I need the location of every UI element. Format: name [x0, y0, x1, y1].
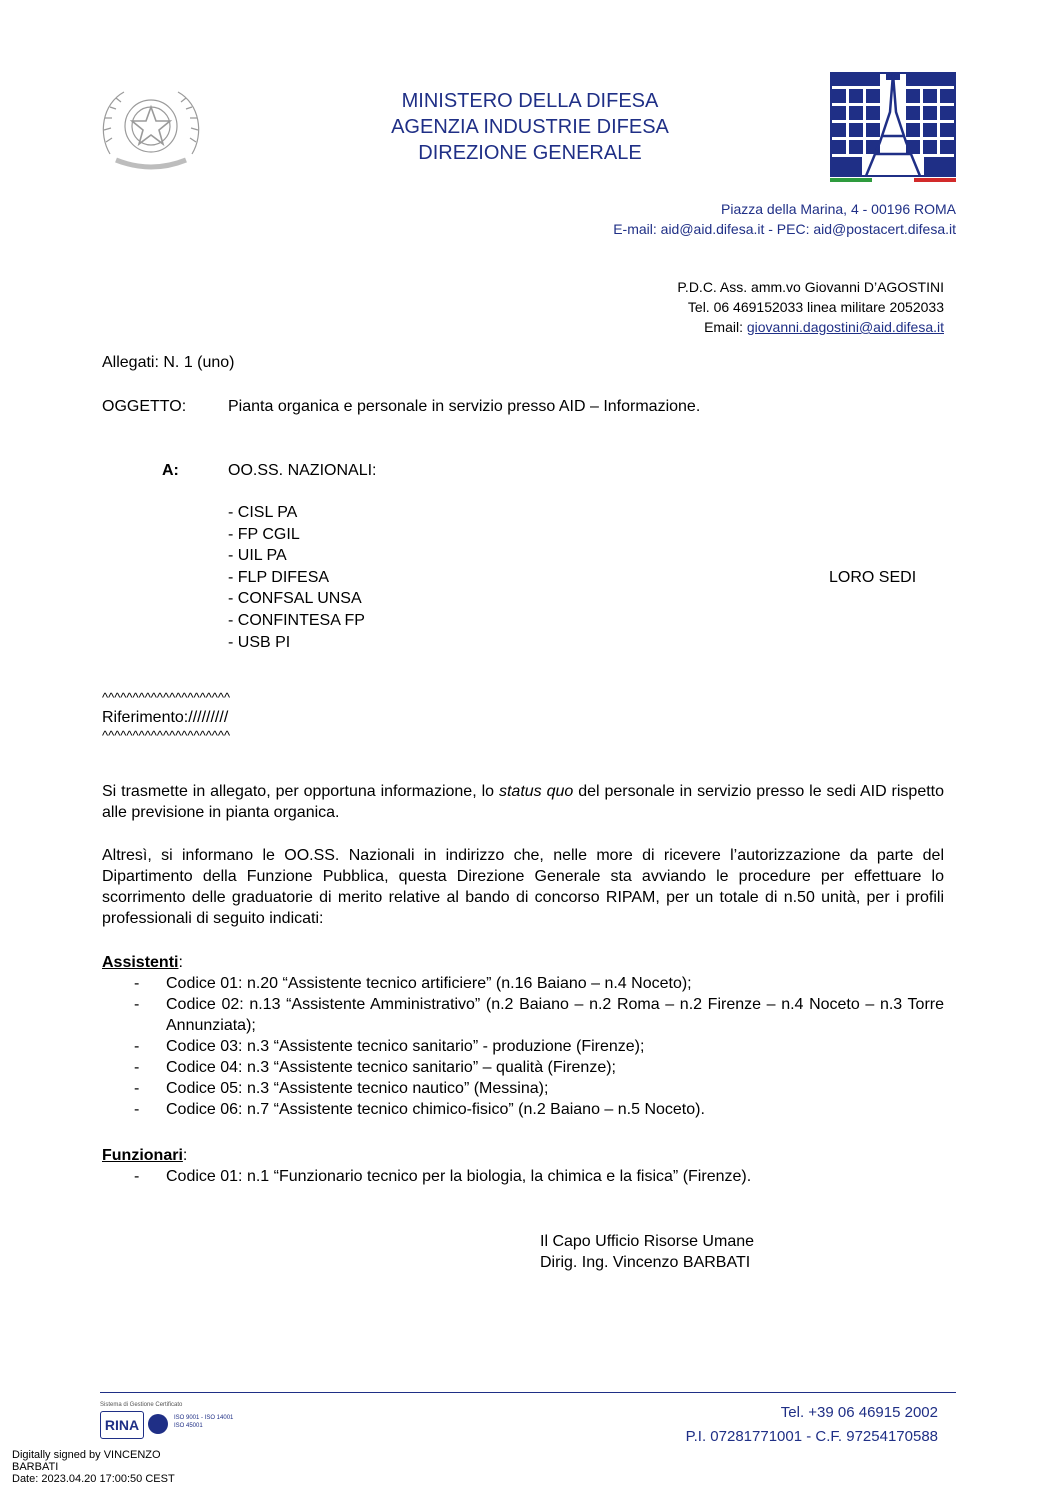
rina-top-text: Sistema di Gestione Certificato — [100, 1402, 183, 1408]
riferimento-text: Riferimento:///////// — [102, 709, 229, 726]
iso-line: ISO 9001 - ISO 14001 — [174, 1415, 234, 1421]
ministry-line: AGENZIA INDUSTRIE DIFESA — [391, 116, 669, 138]
address: Piazza della Marina, 4 - 00196 ROMA — [721, 201, 956, 217]
contact-email-link[interactable]: giovanni.dagostini@aid.difesa.it — [746, 319, 944, 335]
funzionari-colon: : — [182, 1147, 188, 1164]
ministry-line: DIREZIONE GENERALE — [418, 142, 642, 164]
digital-sign-line: BARBATI — [12, 1461, 59, 1473]
italian-emblem-icon — [96, 82, 206, 174]
loro-sedi: LORO SEDI — [829, 569, 917, 586]
emails: E-mail: aid@aid.difesa.it - PEC: aid@postacert.difesa.it — [613, 221, 956, 237]
assistenti-colon: : — [178, 954, 183, 971]
ministry-line: MINISTERO DELLA DIFESA — [401, 90, 659, 112]
signature-block — [540, 1231, 754, 1273]
aid-logo-icon — [830, 72, 956, 182]
list-item — [102, 1036, 944, 1057]
footer-pi: P.I. 07281771001 - C.F. 97254170588 — [685, 1428, 938, 1445]
carets-top: ^^^^^^^^^^^^^^^^^^^^^ — [102, 690, 231, 705]
contact-block — [480, 277, 944, 337]
contact-pdc: P.D.C. Ass. amm.vo Giovanni D’AGOSTINI — [677, 279, 944, 295]
contact-email-row — [480, 317, 944, 337]
p1-text: Si trasmette in allegato, per opportuna informazione, lo — [102, 783, 499, 800]
list-dash: - — [134, 1168, 140, 1185]
recipient-item: - FP CGIL — [228, 525, 300, 543]
digital-sign-line: Digitally signed by VINCENZO — [12, 1449, 161, 1461]
list-item-text: Codice 01: n.20 “Assistente tecnico artificiere” (n.16 Baiano – n.4 Noceto); — [166, 975, 692, 992]
body-paragraph-2: Altresì, si informano le OO.SS. Nazionali in indirizzo che, nelle more di ricevere l’autorizzazione da parte del Dipartimento della Funzione Pubblica, questa Direzione Generale sta avviando le procedure per effettuare lo scorrimento delle graduatorie di merito relative al bando di concorso RIPAM, per un totale di n.50 unità, per i profili professionali di seguito indicati: — [102, 847, 944, 927]
iso-text — [174, 1414, 233, 1430]
list-dash: - — [134, 1038, 140, 1055]
signature-role: Il Capo Ufficio Risorse Umane — [540, 1233, 755, 1250]
p1-text-end: del personale in servizio presso le sedi AID rispetto alle previsione in pianta organica. — [102, 783, 945, 821]
recipient-item: - USB PI — [228, 633, 291, 651]
recipient-item: - CONFINTESA FP — [228, 611, 365, 629]
funzionari-title-text: Funzionari — [102, 1147, 183, 1164]
list-item-text: Codice 05: n.3 “Assistente tecnico nautico” (Messina); — [166, 1080, 549, 1097]
digital-signature-stamp — [12, 1449, 175, 1485]
footer-contacts — [560, 1402, 938, 1447]
list-item — [102, 973, 944, 994]
funzionari-section — [102, 1145, 944, 1187]
footer-tel: Tel. +39 06 46915 2002 — [780, 1404, 938, 1421]
body-paragraph-1 — [102, 781, 944, 823]
list-item — [102, 1099, 944, 1120]
ministry-heading — [330, 88, 730, 166]
list-item — [102, 1078, 944, 1099]
funzionari-title — [102, 1145, 944, 1166]
recipient-item: - CISL PA — [228, 504, 298, 521]
list-item-text: Codice 01: n.1 “Funzionario tecnico per la biologia, la chimica e la fisica” (Firenze). — [166, 1168, 752, 1185]
list-item-text: Codice 02: n.13 “Assistente Amministrativo” (n.2 Baiano – n.2 Roma – n.2 Firenze – n.4 Noceto – n.3 Torre Annunziata); — [166, 996, 944, 1034]
assistenti-title — [102, 952, 944, 973]
assistenti-title-text: Assistenti — [102, 954, 179, 971]
rina-logo — [100, 1411, 144, 1439]
recipients-title: OO.SS. NAZIONALI: — [228, 462, 377, 479]
list-dash: - — [134, 1080, 140, 1097]
riferimento-block — [102, 690, 230, 744]
allegati: Allegati: N. 1 (uno) — [102, 354, 235, 371]
carets-bottom: ^^^^^^^^^^^^^^^^^^^^^ — [102, 728, 231, 743]
recipients-label: A: — [162, 462, 179, 479]
address-block — [480, 199, 956, 239]
signature-name: Dirig. Ing. Vincenzo BARBATI — [540, 1254, 751, 1271]
list-dash: - — [134, 975, 140, 992]
list-item — [102, 1057, 944, 1078]
recipient-item: - CONFSAL UNSA — [228, 590, 362, 608]
p1-italic: status quo — [498, 783, 574, 800]
rina-logo-text: RINA — [104, 1417, 140, 1433]
recipients-list — [228, 502, 365, 653]
iso-line: ISO 45001 — [174, 1423, 203, 1429]
list-item-text: Codice 03: n.3 “Assistente tecnico sanitario” - produzione (Firenze); — [166, 1038, 645, 1055]
oggetto-label: OGGETTO: — [102, 398, 187, 415]
list-dash: - — [134, 996, 140, 1013]
iaf-badge-icon — [148, 1414, 168, 1434]
list-dash: - — [134, 1059, 140, 1076]
recipient-item: - UIL PA — [228, 547, 287, 565]
list-item-text: Codice 04: n.3 “Assistente tecnico sanitario” – qualità (Firenze); — [166, 1059, 616, 1076]
contact-email-label: Email: — [704, 319, 743, 335]
oggetto-text: Pianta organica e personale in servizio presso AID – Informazione. — [228, 398, 701, 415]
list-item — [102, 994, 944, 1036]
rina-certification-badge — [100, 1402, 250, 1446]
footer-divider — [100, 1392, 956, 1393]
list-item — [102, 1166, 944, 1187]
recipient-item: - FLP DIFESA — [228, 568, 330, 586]
digital-sign-line: Date: 2023.04.20 17:00:50 CEST — [12, 1473, 175, 1485]
list-item-text: Codice 06: n.7 “Assistente tecnico chimico-fisico” (n.2 Baiano – n.5 Noceto). — [166, 1101, 705, 1118]
assistenti-section — [102, 952, 944, 1120]
contact-tel: Tel. 06 469152033 linea militare 2052033 — [687, 299, 944, 315]
list-dash: - — [134, 1101, 140, 1118]
